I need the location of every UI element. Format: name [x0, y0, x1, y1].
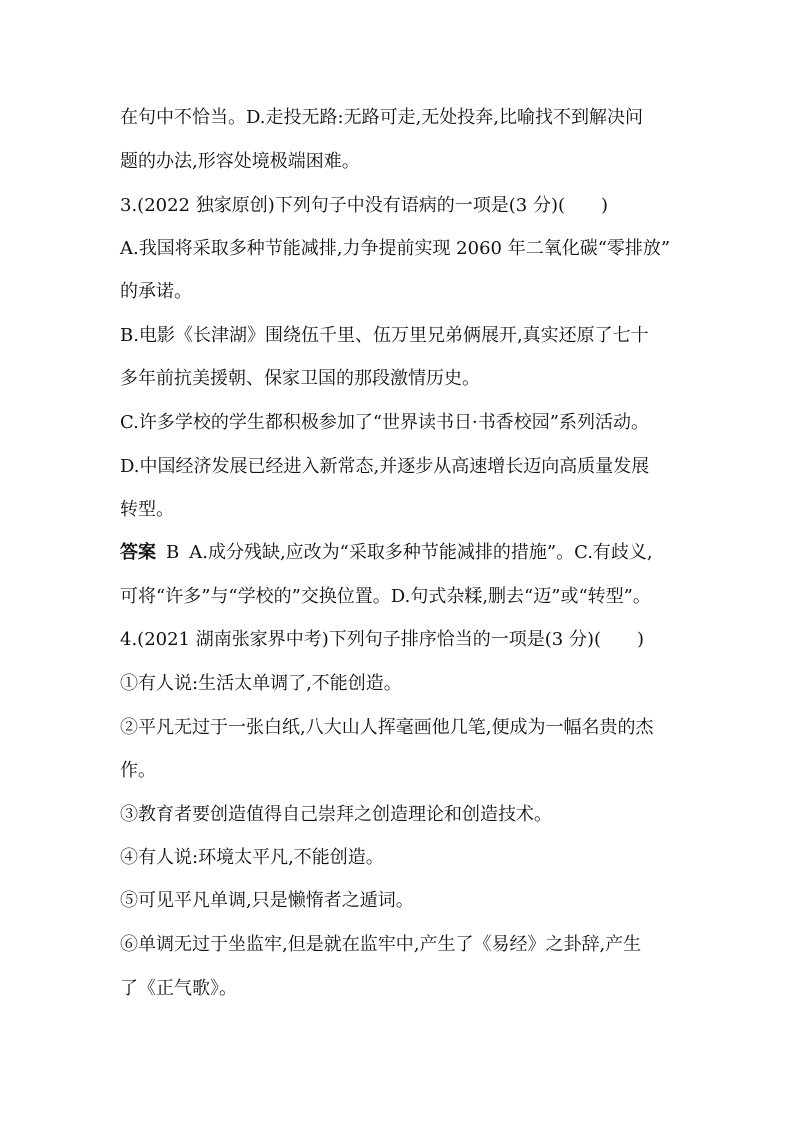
sentence-3: ③教育者要创造值得自己崇拜之创造理论和创造技术。: [120, 804, 552, 825]
sentence-2: ②平凡无过于一张白纸,八大山人挥毫画他几笔,便成为一幅名贵的杰: [120, 717, 654, 738]
sentence-4: ④有人说:环境太平凡,不能创造。: [120, 847, 384, 868]
answer-label: 答案: [120, 542, 156, 563]
option-c: C.许多学校的学生都积极参加了“世界读书日·书香校园”系列活动。: [120, 412, 649, 433]
option-b-continued: 多年前抗美援朝、保家卫国的那段激情历史。: [120, 368, 480, 389]
sentence-6: ⑥单调无过于坐监牢,但是就在监牢中,产生了《易经》之卦辞,产生: [120, 934, 642, 955]
question-4-stem: 4.(2021 湖南张家界中考)下列句子排序恰当的一项是(3 分)( ): [120, 629, 645, 650]
sentence-2-continued: 作。: [120, 760, 156, 781]
sentence-5: ⑤可见平凡单调,只是懒惰者之遁词。: [120, 890, 414, 911]
sentence-1: ①有人说:生活太单调了,不能创造。: [120, 673, 402, 694]
text-line: 在句中不恰当。D.走投无路:无路可走,无处投奔,比喻找不到解决问: [120, 107, 644, 128]
question-3-stem: 3.(2022 独家原创)下列句子中没有语病的一项是(3 分)( ): [120, 195, 609, 216]
answer-line: [120, 541, 680, 565]
option-d: D.中国经济发展已经进入新常态,并逐步从高速增长迈向高质量发展: [120, 456, 650, 477]
answer-choice: B: [166, 542, 180, 563]
option-b: B.电影《长津湖》围绕伍千里、伍万里兄弟俩展开,真实还原了七十: [120, 325, 649, 346]
option-a-continued: 的承诺。: [120, 281, 192, 302]
answer-explanation: A.成分残缺,应改为“采取多种节能减排的措施”。C.有歧义,: [189, 542, 653, 563]
option-a: A.我国将采取多种节能减排,力争提前实现 2060 年二氧化碳“零排放”: [120, 238, 671, 259]
option-d-continued: 转型。: [120, 499, 174, 520]
text-line: 题的办法,形容处境极端困难。: [120, 151, 360, 172]
sentence-6-continued: 了《正气歌》。: [120, 978, 237, 999]
answer-explanation-continued: 可将“许多”与“学校的”交换位置。D.句式杂糅,删去“迈”或“转型”。: [120, 586, 651, 607]
